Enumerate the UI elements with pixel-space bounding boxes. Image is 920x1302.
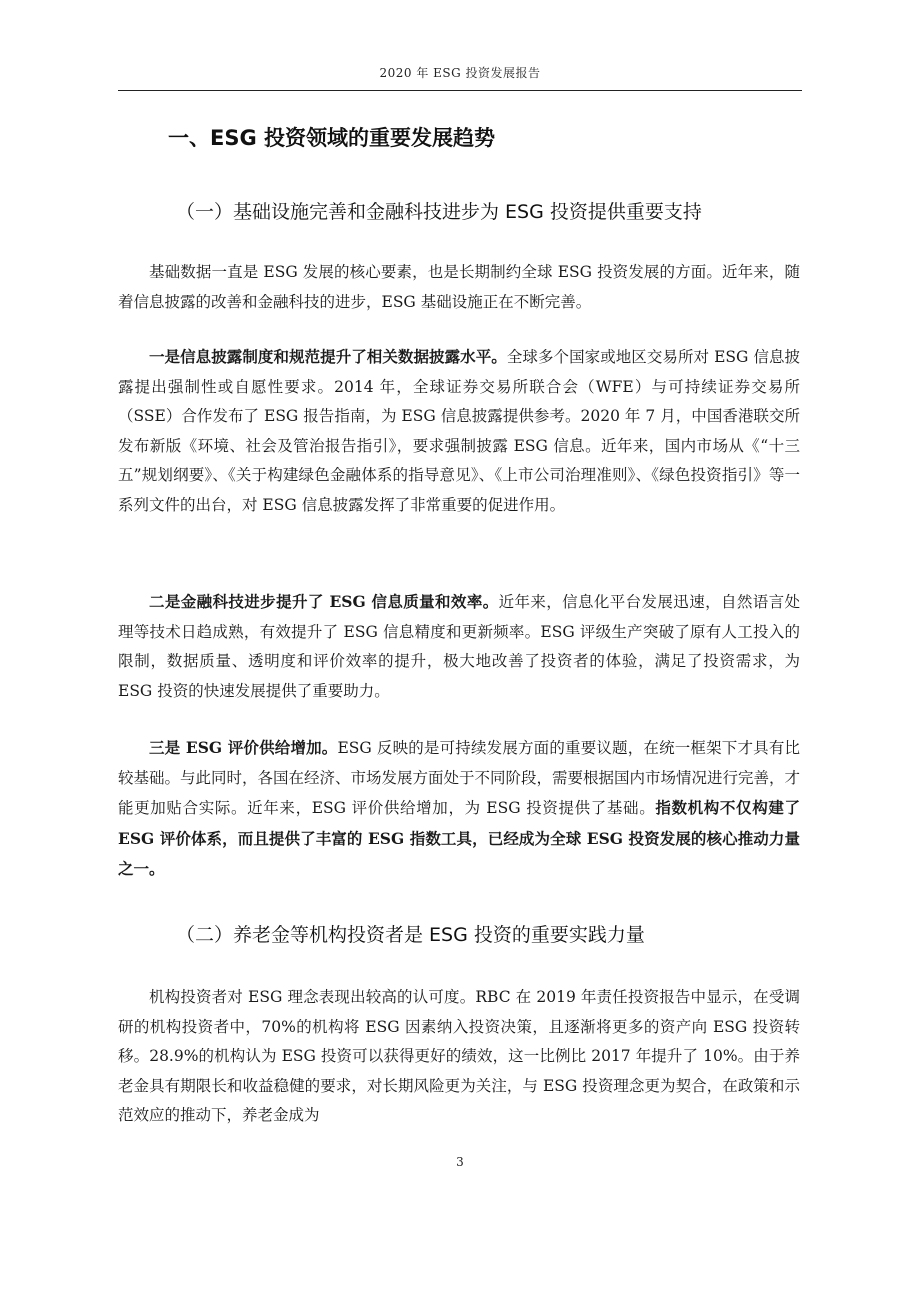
paragraph-5 — [118, 983, 800, 1131]
paragraph-1-text: 基础数据一直是 ESG 发展的核心要素，也是长期制约全球 ESG 投资发展的方面。近年来，随着信息披露的改善和金融科技的进步，ESG 基础设施正在不断完善。 — [118, 263, 800, 311]
paragraph-5-text: 机构投资者对 ESG 理念表现出较高的认可度。RBC 在 2019 年责任投资报告中显示，在受调研的机构投资者中，70%的机构将 ESG 因素纳入投资决策，且逐渐将更多的资产向 ESG 投资转移。28.9%的机构认为 ESG 投资可以获得更好的绩效，这一比例比 2017 年提升了 10%。由于养老金具有期限长和收益稳健的要求，对长期风险更为关注，与 ESG 投资理念更为契合，在政策和示范效应的推动下，养老金成为 — [118, 988, 800, 1124]
paragraph-4-tail: 指数机构不仅构建了 ESG 评价体系，而且提供了丰富的 ESG 指数工具，已经成为全球 ESG 投资发展的核心推动力量之一。 — [118, 798, 800, 878]
header-rule — [118, 90, 802, 91]
paragraph-2-lead: 一是信息披露制度和规范提升了相关数据披露水平。 — [149, 347, 507, 366]
paragraph-2 — [118, 342, 800, 520]
subsection-title-2: （二）养老金等机构投资者是 ESG 投资的重要实践力量 — [176, 924, 645, 946]
page-number: 3 — [456, 1155, 464, 1169]
page-header: 2020 年 ESG 投资发展报告 — [379, 66, 541, 80]
paragraph-4-text: ESG 反映的是可持续发展方面的重要议题，在统一框架下才具有比较基础。与此同时，各国在经济、市场发展方面处于不同阶段，需要根据国内市场情况进行完善，才能更加贴合实际。近年来，ESG 评价供给增加，为 ESG 投资提供了基础。 — [118, 739, 801, 817]
paragraph-3 — [118, 587, 800, 706]
section-title: 一、ESG 投资领域的重要发展趋势 — [168, 126, 496, 150]
paragraph-2-text: 全球多个国家或地区交易所对 ESG 信息披露提出强制性或自愿性要求。2014 年，全球证券交易所联合会（WFE）与可持续证券交易所（SSE）合作发布了 ESG 报告指南，为 ESG 信息披露提供参考。2020 年 7 月，中国香港联交所发布新版《环境、社会及管治报告指引》，要求强制披露 ESG 信息。近年来，国内市场从《“十三五”规划纲要》、《关于构建绿色金融体系的指导意见》、《上市公司治理准则》、《绿色投资指引》等一系列文件的出台，对 ESG 信息披露发挥了非常重要的促进作用。 — [118, 348, 800, 514]
paragraph-1 — [118, 258, 800, 317]
subsection-title-1: （一）基础设施完善和金融科技进步为 ESG 投资提供重要支持 — [176, 201, 702, 223]
paragraph-3-lead: 二是金融科技进步提升了 ESG 信息质量和效率。 — [149, 592, 499, 611]
paragraph-4-lead: 三是 ESG 评价供给增加。 — [149, 738, 338, 757]
paragraph-3-text: 近年来，信息化平台发展迅速，自然语言处理等技术日趋成熟，有效提升了 ESG 信息精度和更新频率。ESG 评级生产突破了原有人工投入的限制，数据质量、透明度和评价效率的提升，极大地改善了投资者的体验，满足了投资需求，为 ESG 投资的快速发展提供了重要助力。 — [118, 593, 800, 700]
paragraph-4 — [118, 733, 800, 885]
